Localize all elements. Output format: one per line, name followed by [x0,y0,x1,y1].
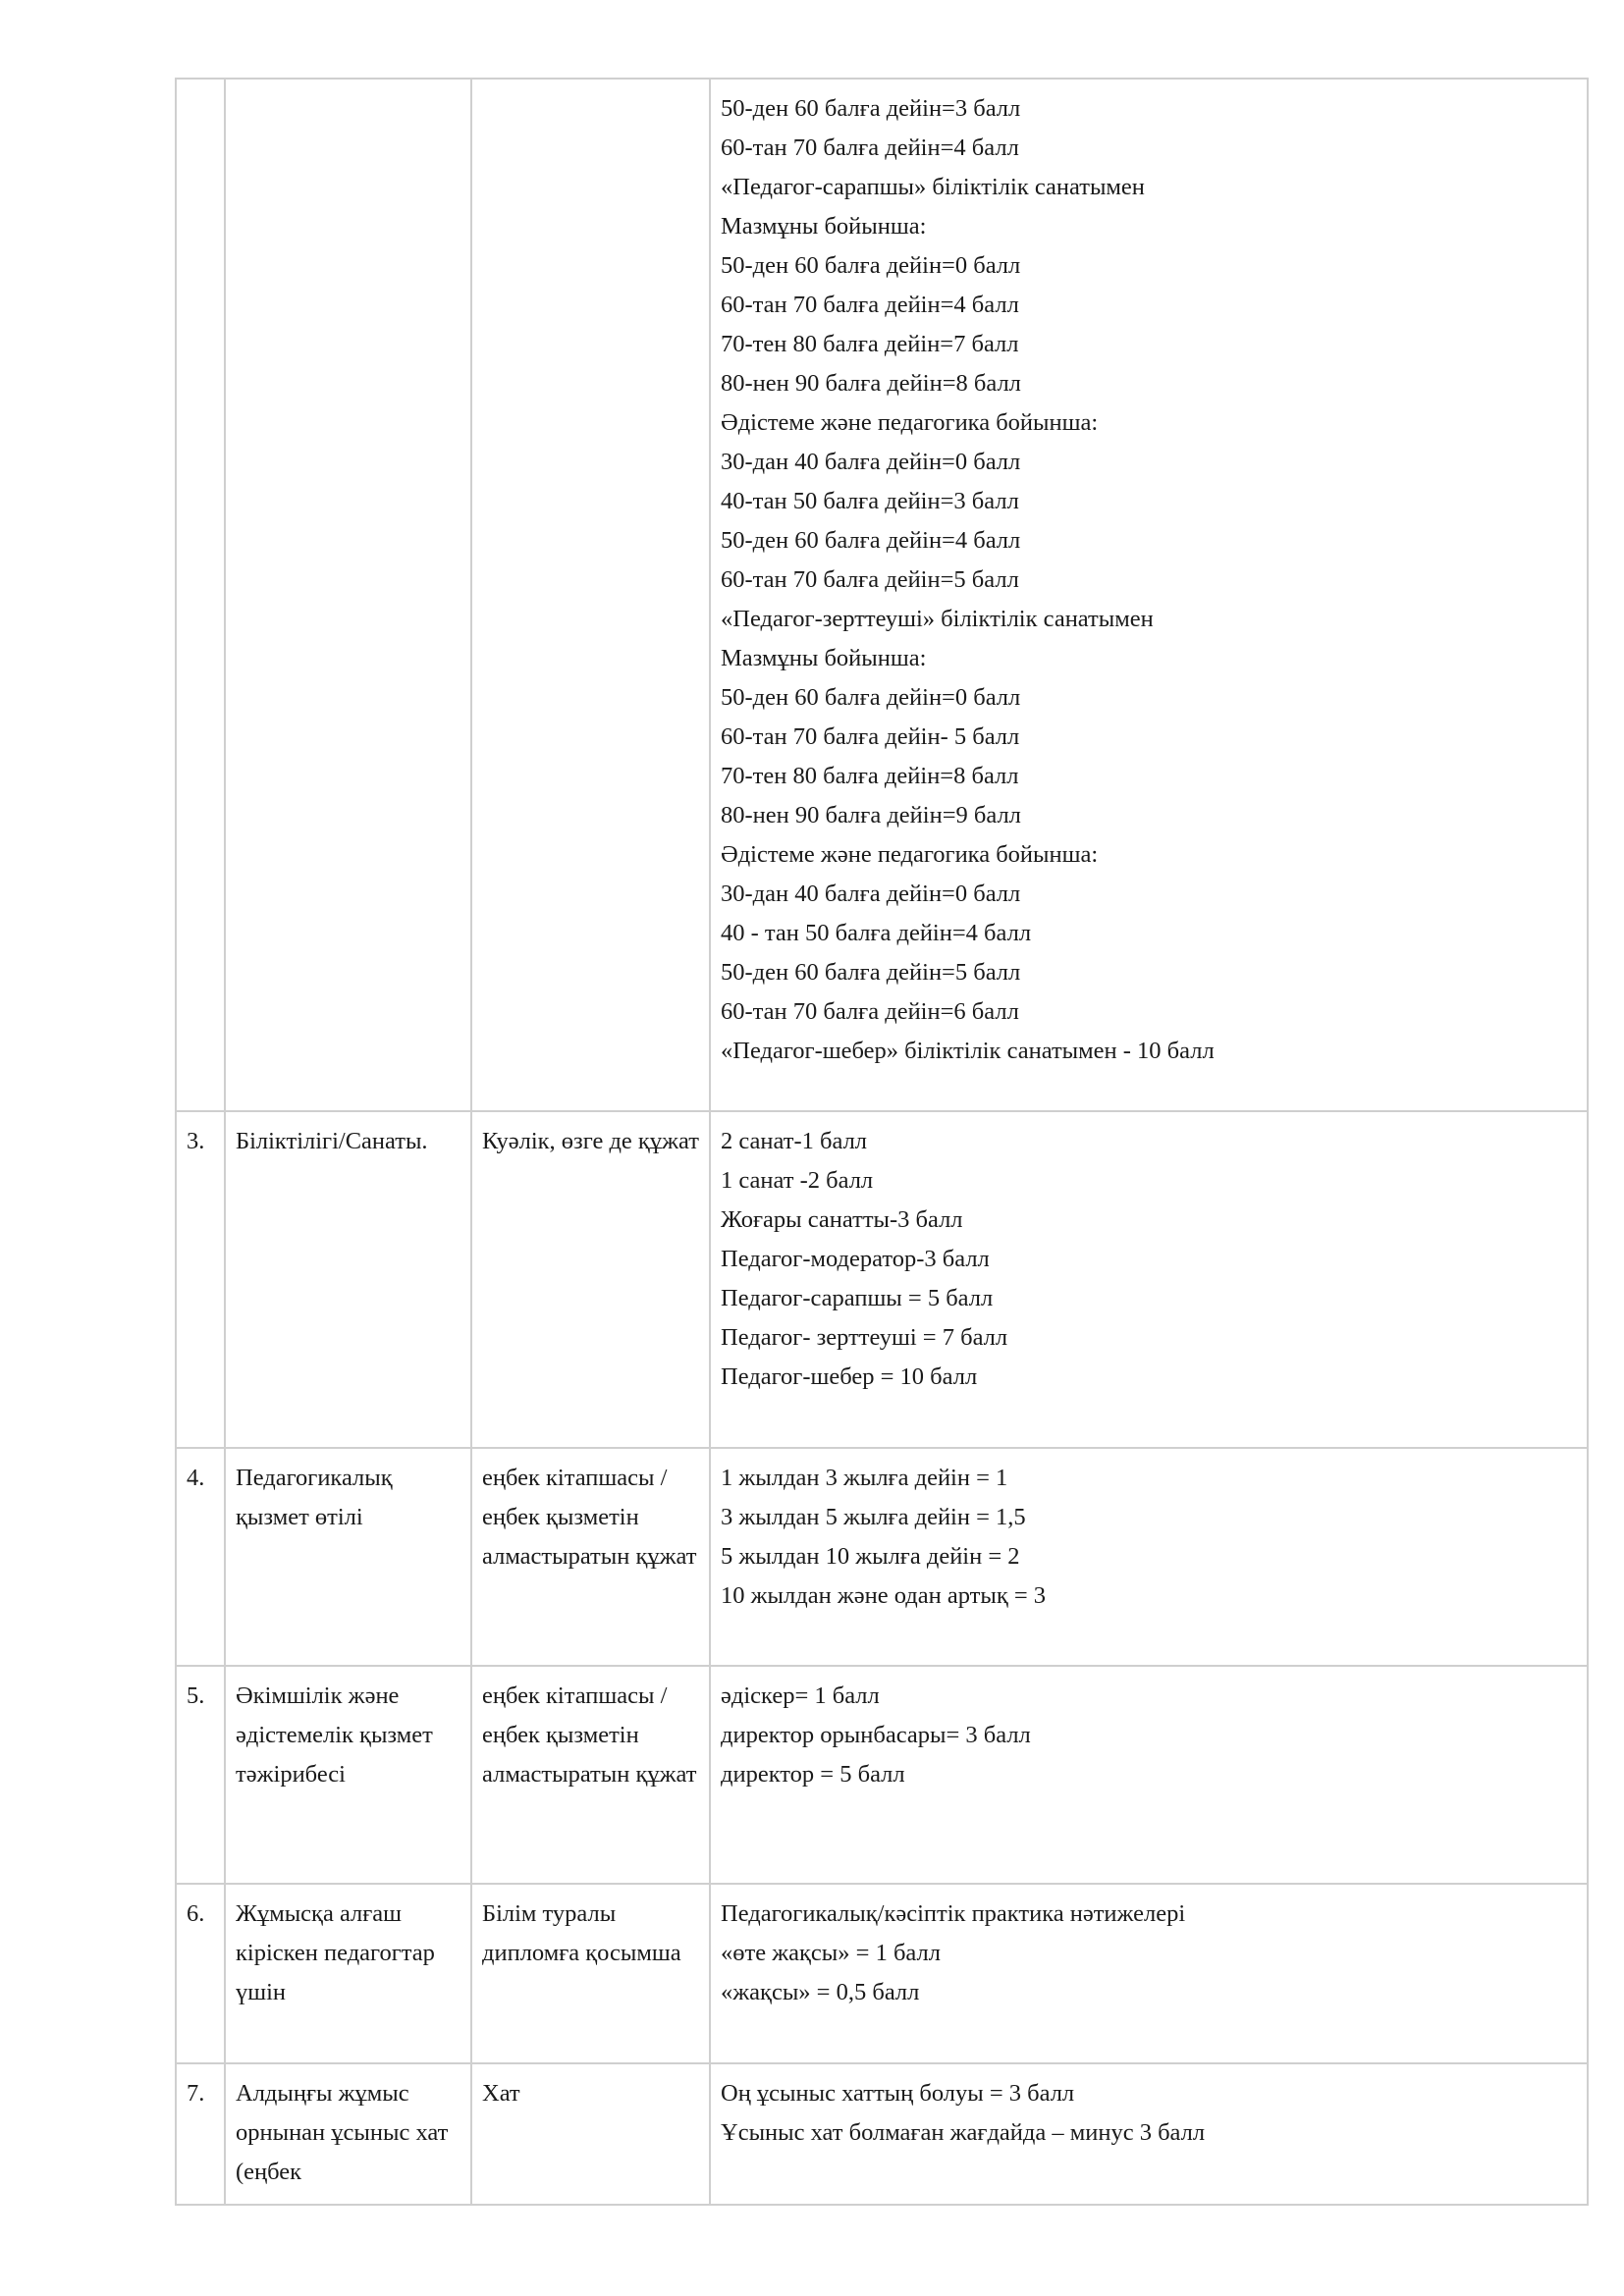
table-row [176,2063,1588,2205]
row-number-cell: 3. [176,1111,225,1448]
row-number-cell [176,79,225,1111]
score-line: Педагог-сарапшы = 5 балл [721,1285,994,1311]
score-line: Әдістеме және педагогика бойынша: [721,409,1099,436]
criterion-cell: Әкімшілік және әдістемелік қызмет тәжірибесі [225,1666,471,1884]
criterion-cell: Педагогикалық қызмет өтілі [225,1448,471,1666]
score-line: «жақсы» = 0,5 балл [721,1979,920,2005]
scores-cell [710,79,1588,1111]
document-cell: еңбек кітапшасы / еңбек қызметін алмастыратын құжат [471,1666,710,1884]
score-line: 50-ден 60 балға дейін=0 балл [721,252,1021,279]
table-row [176,1666,1588,1884]
scores-cell [710,1111,1588,1448]
score-line: 3 жылдан 5 жылға дейін = 1,5 [721,1504,1026,1530]
score-line: Педагог-модератор-3 балл [721,1246,990,1272]
document-cell [471,79,710,1111]
score-line: директор орынбасары= 3 балл [721,1722,1031,1748]
row-number-cell: 6. [176,1884,225,2063]
score-line: әдіскер= 1 балл [721,1682,880,1709]
score-line: 60-тан 70 балға дейін=5 балл [721,566,1019,593]
score-line: 30-дан 40 балға дейін=0 балл [721,449,1021,475]
table-row [176,1884,1588,2063]
score-line: Оң ұсыныс хаттың болуы = 3 балл [721,2080,1075,2107]
table-row [176,1111,1588,1448]
score-line: 60-тан 70 балға дейін- 5 балл [721,723,1020,750]
table-row [176,79,1588,1111]
scores-cell [710,1448,1588,1666]
score-line: 50-ден 60 балға дейін=4 балл [721,527,1021,554]
score-line: «Педагог-сарапшы» біліктілік санатымен [721,174,1145,200]
criterion-cell: Алдыңғы жұмыс орнынан ұсыныс хат (еңбек [225,2063,471,2205]
row-number-cell: 7. [176,2063,225,2205]
score-line: 10 жылдан және одан артық = 3 [721,1582,1047,1609]
score-line: «Педагог-зерттеуші» біліктілік санатымен [721,606,1154,632]
score-line: «Педагог-шебер» біліктілік санатымен - 10 балл [721,1038,1215,1064]
scores-cell [710,2063,1588,2205]
score-line: 60-тан 70 балға дейін=4 балл [721,134,1019,161]
score-line: 70-тен 80 балға дейін=8 балл [721,763,1019,789]
score-line: 50-ден 60 балға дейін=5 балл [721,959,1021,986]
score-line: Ұсыныс хат болмаған жағдайда – минус 3 балл [721,2119,1206,2146]
score-line: 80-нен 90 балға дейін=8 балл [721,370,1021,397]
criterion-cell: Біліктілігі/Санаты. [225,1111,471,1448]
criteria-table-body [176,79,1588,2205]
score-line: 80-нен 90 балға дейін=9 балл [721,802,1021,828]
score-line: 50-ден 60 балға дейін=3 балл [721,95,1021,122]
document-cell: Куәлік, өзге де құжат [471,1111,710,1448]
score-line: 1 жылдан 3 жылға дейін = 1 [721,1465,1008,1491]
score-line: 30-дан 40 балға дейін=0 балл [721,881,1021,907]
score-line: 70-тен 80 балға дейін=7 балл [721,331,1019,357]
score-line: «өте жақсы» = 1 балл [721,1940,941,1966]
score-line: 60-тан 70 балға дейін=4 балл [721,292,1019,318]
score-line: Мазмұны бойынша: [721,213,927,240]
score-line: 50-ден 60 балға дейін=0 балл [721,684,1021,711]
score-line: Жоғары санатты-3 балл [721,1206,963,1233]
document-cell: еңбек кітапшасы / еңбек қызметін алмастыратын құжат [471,1448,710,1666]
row-number-cell: 5. [176,1666,225,1884]
score-line: Педагогикалық/кәсіптік практика нәтижелері [721,1900,1186,1927]
table-row [176,1448,1588,1666]
criteria-table [175,78,1589,2206]
score-line: 40-тан 50 балға дейін=3 балл [721,488,1019,514]
scores-cell [710,1666,1588,1884]
score-line: Педагог-шебер = 10 балл [721,1363,978,1390]
score-line: Мазмұны бойынша: [721,645,927,671]
score-line: Әдістеме және педагогика бойынша: [721,841,1099,868]
criterion-cell: Жұмысқа алғаш кіріскен педагогтар үшін [225,1884,471,2063]
criterion-cell [225,79,471,1111]
score-line: 2 санат-1 балл [721,1128,868,1154]
document-cell: Хат [471,2063,710,2205]
score-line: 60-тан 70 балға дейін=6 балл [721,998,1019,1025]
score-line: директор = 5 балл [721,1761,905,1788]
row-number-cell: 4. [176,1448,225,1666]
scores-cell [710,1884,1588,2063]
score-line: Педагог- зерттеуші = 7 балл [721,1324,1008,1351]
score-line: 40 - тан 50 балға дейін=4 балл [721,920,1032,946]
score-line: 1 санат -2 балл [721,1167,874,1194]
score-line: 5 жылдан 10 жылға дейін = 2 [721,1543,1020,1570]
document-cell: Білім туралы дипломға қосымша [471,1884,710,2063]
